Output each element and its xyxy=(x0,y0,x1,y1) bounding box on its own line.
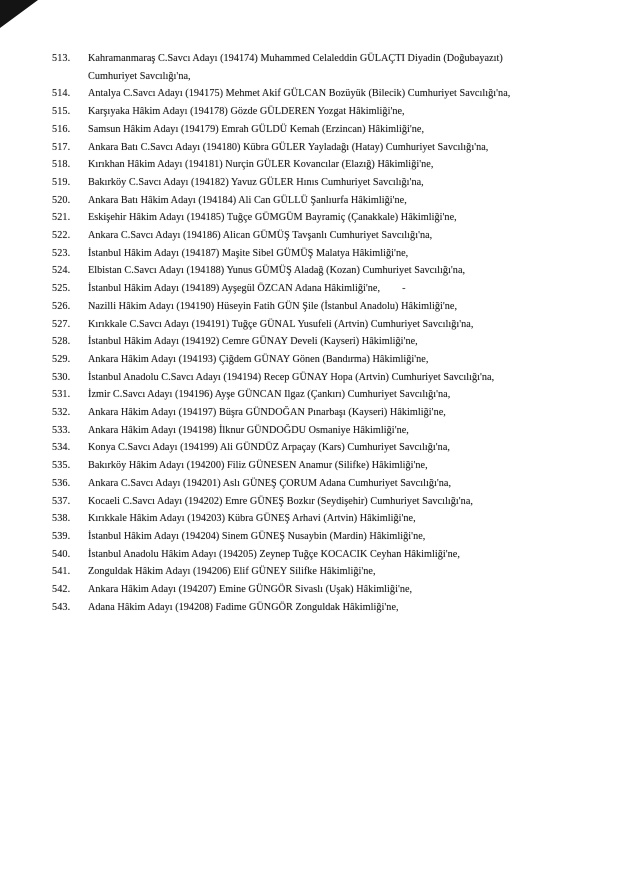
entry-number: 542. xyxy=(52,584,71,596)
entry-text: Ankara Batı C.Savcı Adayı (194180) Kübra GÜLER Yayladağı (Hatay) Cumhuriyet Savcılığı'na, xyxy=(88,141,489,153)
list-item xyxy=(52,563,620,581)
list-item xyxy=(52,333,620,351)
entry-text: Kocaeli C.Savcı Adayı (194202) Emre GÜNEŞ Bozkır (Seydişehir) Cumhuriyet Savcılığı'na, xyxy=(88,495,473,507)
list-item xyxy=(52,209,620,227)
list-item xyxy=(52,139,620,157)
list-item xyxy=(52,298,620,316)
entry-number: 529. xyxy=(52,353,71,365)
list-item xyxy=(52,156,620,174)
entry-text: Ankara Batı Hâkim Adayı (194184) Ali Can GÜLLÜ Şanlıurfa Hâkimliği'ne, xyxy=(88,194,407,206)
list-item xyxy=(52,386,620,404)
entry-number: 514. xyxy=(52,88,71,100)
entry-number: 527. xyxy=(52,318,71,330)
list-item xyxy=(52,262,620,280)
entry-number: 531. xyxy=(52,389,71,401)
entry-number: 517. xyxy=(52,141,71,153)
entry-text: Konya C.Savcı Adayı (194199) Ali GÜNDÜZ Arpaçay (Kars) Cumhuriyet Savcılığı'na, xyxy=(88,442,450,454)
entry-number: 522. xyxy=(52,230,71,242)
entry-number: 539. xyxy=(52,530,71,542)
entry-number: 524. xyxy=(52,265,71,277)
entry-number: 526. xyxy=(52,300,71,312)
entry-text: Zonguldak Hâkim Adayı (194206) Elif GÜNEY Silifke Hâkimliği'ne, xyxy=(88,566,376,578)
entry-number: 533. xyxy=(52,424,71,436)
entry-text: Bakırköy C.Savcı Adayı (194182) Yavuz GÜLER Hınıs Cumhuriyet Savcılığı'na, xyxy=(88,176,424,188)
entry-text: Kırıkkale Hâkim Adayı (194203) Kübra GÜNEŞ Arhavi (Artvin) Hâkimliği'ne, xyxy=(88,513,416,525)
list-item xyxy=(52,493,620,511)
entry-number: 523. xyxy=(52,247,71,259)
list-item xyxy=(52,85,620,103)
entry-text: Elbistan C.Savcı Adayı (194188) Yunus GÜMÜŞ Aladağ (Kozan) Cumhuriyet Savcılığı'na, xyxy=(88,265,466,277)
entry-text: Samsun Hâkim Adayı (194179) Emrah GÜLDÜ Kemah (Erzincan) Hâkimliği'ne, xyxy=(88,123,425,135)
entry-text: Adana Hâkim Adayı (194208) Fadime GÜNGÖR Zonguldak Hâkimliği'ne, xyxy=(88,601,399,613)
scanned-page-corner-artifact xyxy=(0,0,38,28)
entry-text: Kahramanmaraş C.Savcı Adayı (194174) Muhammed Celaleddin GÜLAÇTI Diyadin (Doğubayazıt) Cumhuriyet Savcılığı'na, xyxy=(88,53,503,82)
list-item xyxy=(52,369,620,387)
entry-number: 521. xyxy=(52,212,71,224)
stray-dash-artifact: - xyxy=(402,283,406,295)
entry-text: İstanbul Hâkim Adayı (194187) Maşite Sibel GÜMÜŞ Malatya Hâkimliği'ne, xyxy=(88,247,409,259)
entry-number: 532. xyxy=(52,407,71,419)
entry-text: Nazilli Hâkim Adayı (194190) Hüseyin Fatih GÜN Şile (İstanbul Anadolu) Hâkimliği'ne, xyxy=(88,300,458,312)
entry-number: 537. xyxy=(52,495,71,507)
entry-text: Ankara C.Savcı Adayı (194186) Alican GÜMÜŞ Tavşanlı Cumhuriyet Savcılığı'na, xyxy=(88,230,433,242)
entry-text: Ankara Hâkim Adayı (194198) İlknur GÜNDOĞDU Osmaniye Hâkimliği'ne, xyxy=(88,424,409,436)
entry-number: 540. xyxy=(52,548,71,560)
entry-text: Bakırköy Hâkim Adayı (194200) Filiz GÜNESEN Anamur (Silifke) Hâkimliği'ne, xyxy=(88,460,428,472)
list-item xyxy=(52,404,620,422)
entry-number: 538. xyxy=(52,513,71,525)
entry-text: Ankara Hâkim Adayı (194197) Büşra GÜNDOĞAN Pınarbaşı (Kayseri) Hâkimliği'ne, xyxy=(88,407,446,419)
entry-number: 518. xyxy=(52,159,71,171)
entry-number: 520. xyxy=(52,194,71,206)
entry-text: İstanbul Hâkim Adayı (194204) Sinem GÜNEŞ Nusaybin (Mardin) Hâkimliği'ne, xyxy=(88,530,426,542)
entry-number: 535. xyxy=(52,460,71,472)
entry-text: Ankara Hâkim Adayı (194193) Çiğdem GÜNAY Gönen (Bandırma) Hâkimliği'ne, xyxy=(88,353,429,365)
entry-number: 528. xyxy=(52,336,71,348)
entry-text: İzmir C.Savcı Adayı (194196) Ayşe GÜNCAN Ilgaz (Çankırı) Cumhuriyet Savcılığı'na, xyxy=(88,389,451,401)
entry-text: Kırıkhan Hâkim Adayı (194181) Nurçin GÜLER Kovancılar (Elazığ) Hâkimliği'ne, xyxy=(88,159,434,171)
entry-text: İstanbul Anadolu C.Savcı Adayı (194194) Recep GÜNAY Hopa (Artvin) Cumhuriyet Savcılığı'na, xyxy=(88,371,495,383)
list-item xyxy=(52,439,620,457)
list-item xyxy=(52,422,620,440)
list-item xyxy=(52,351,620,369)
list-item xyxy=(52,192,620,210)
entry-list xyxy=(0,50,620,617)
entry-text: Eskişehir Hâkim Adayı (194185) Tuğçe GÜMGÜM Bayramiç (Çanakkale) Hâkimliği'ne, xyxy=(88,212,457,224)
list-item xyxy=(52,174,620,192)
list-item xyxy=(52,510,620,528)
entry-text: İstanbul Hâkim Adayı (194189) Ayşegül ÖZCAN Adana Hâkimliği'ne, - xyxy=(88,280,620,298)
list-item xyxy=(52,280,620,298)
list-item xyxy=(52,581,620,599)
list-item xyxy=(52,475,620,493)
entry-number: 536. xyxy=(52,477,71,489)
entry-text: Antalya C.Savcı Adayı (194175) Mehmet Akif GÜLCAN Bozüyük (Bilecik) Cumhuriyet Savcılığı'na, xyxy=(88,88,511,100)
entry-number: 530. xyxy=(52,371,71,383)
list-item xyxy=(52,121,620,139)
entry-number: 541. xyxy=(52,566,71,578)
entry-number: 519. xyxy=(52,176,71,188)
entry-number: 534. xyxy=(52,442,71,454)
entry-text: Ankara Hâkim Adayı (194207) Emine GÜNGÖR Sivaslı (Uşak) Hâkimliği'ne, xyxy=(88,584,413,596)
list-item xyxy=(52,316,620,334)
list-item xyxy=(52,528,620,546)
list-item xyxy=(52,599,620,617)
entry-text: Karşıyaka Hâkim Adayı (194178) Gözde GÜLDEREN Yozgat Hâkimliği'ne, xyxy=(88,106,405,118)
entry-text: Ankara C.Savcı Adayı (194201) Aslı GÜNEŞ ÇORUM Adana Cumhuriyet Savcılığı'na, xyxy=(88,477,452,489)
entry-number: 516. xyxy=(52,123,71,135)
entry-number: 513. xyxy=(52,53,71,64)
entry-number: 515. xyxy=(52,106,71,118)
entry-text: İstanbul Hâkim Adayı (194192) Cemre GÜNAY Develi (Kayseri) Hâkimliği'ne, xyxy=(88,336,418,348)
entry-text: İstanbul Anadolu Hâkim Adayı (194205) Zeynep Tuğçe KOCACIK Ceyhan Hâkimliği'ne, xyxy=(88,548,460,560)
list-item xyxy=(52,227,620,245)
entry-number: 525. xyxy=(52,283,71,295)
list-item xyxy=(52,103,620,121)
list-item xyxy=(52,457,620,475)
list-item xyxy=(52,50,620,85)
entry-number: 543. xyxy=(52,601,71,613)
list-item xyxy=(52,546,620,564)
list-item xyxy=(52,245,620,263)
entry-text: Kırıkkale C.Savcı Adayı (194191) Tuğçe GÜNAL Yusufeli (Artvin) Cumhuriyet Savcılığı'na, xyxy=(88,318,474,330)
